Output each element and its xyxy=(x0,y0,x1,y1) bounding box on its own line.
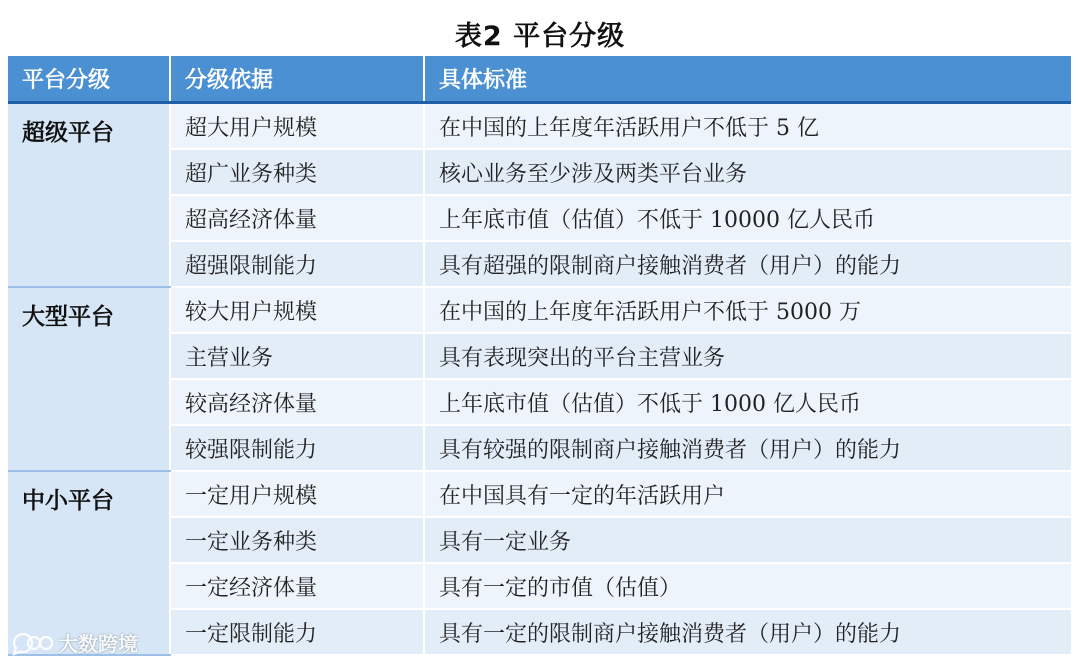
basis-cell: 超强限制能力 xyxy=(170,241,424,287)
table-row xyxy=(8,471,1071,517)
table-row xyxy=(8,287,1071,333)
basis-cell: 一定限制能力 xyxy=(170,609,424,655)
basis-cell: 超高经济体量 xyxy=(170,195,424,241)
watermark-text: 大数跨境 xyxy=(58,632,138,656)
table-title: 表2 平台分级 xyxy=(454,21,626,52)
standard-cell: 具有一定的限制商户接触消费者（用户）的能力 xyxy=(424,609,1071,655)
tier-cell: 中小平台 xyxy=(8,471,170,655)
tier-cell: 超级平台 xyxy=(8,103,170,288)
standard-cell: 在中国具有一定的年活跃用户 xyxy=(424,471,1071,517)
basis-cell: 较大用户规模 xyxy=(170,287,424,333)
watermark xyxy=(10,628,138,657)
standard-cell: 具有一定业务 xyxy=(424,517,1071,563)
header-row xyxy=(8,56,1071,103)
basis-cell: 较强限制能力 xyxy=(170,425,424,471)
basis-cell: 一定业务种类 xyxy=(170,517,424,563)
standard-cell: 上年底市值（估值）不低于 10000 亿人民币 xyxy=(424,195,1071,241)
standard-cell: 具有超强的限制商户接触消费者（用户）的能力 xyxy=(424,241,1071,287)
platform-classification-table xyxy=(8,56,1071,656)
standard-cell: 具有一定的市值（估值） xyxy=(424,563,1071,609)
chat-bubble-icon xyxy=(10,630,54,656)
table-row xyxy=(8,103,1071,150)
basis-cell: 超广业务种类 xyxy=(170,149,424,195)
header-standard: 具体标准 xyxy=(424,56,1071,103)
standard-cell: 核心业务至少涉及两类平台业务 xyxy=(424,149,1071,195)
basis-cell: 较高经济体量 xyxy=(170,379,424,425)
header-tier: 平台分级 xyxy=(8,56,170,103)
basis-cell: 超大用户规模 xyxy=(170,103,424,150)
tier-cell: 大型平台 xyxy=(8,287,170,471)
basis-cell: 一定经济体量 xyxy=(170,563,424,609)
standard-cell: 在中国的上年度年活跃用户不低于 5 亿 xyxy=(424,103,1071,150)
basis-cell: 主营业务 xyxy=(170,333,424,379)
header-basis: 分级依据 xyxy=(170,56,424,103)
standard-cell: 具有较强的限制商户接触消费者（用户）的能力 xyxy=(424,425,1071,471)
standard-cell: 在中国的上年度年活跃用户不低于 5000 万 xyxy=(424,287,1071,333)
standard-cell: 具有表现突出的平台主营业务 xyxy=(424,333,1071,379)
standard-cell: 上年底市值（估值）不低于 1000 亿人民币 xyxy=(424,379,1071,425)
basis-cell: 一定用户规模 xyxy=(170,471,424,517)
